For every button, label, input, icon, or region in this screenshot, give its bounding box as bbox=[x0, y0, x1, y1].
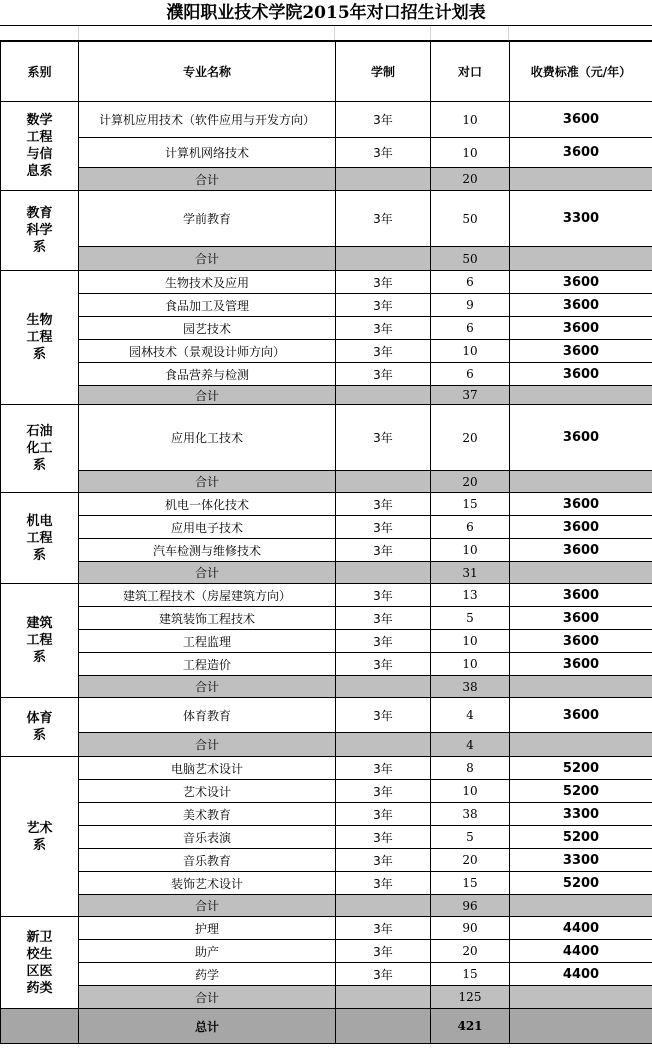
subtotal-quota: 38 bbox=[431, 676, 510, 698]
subtotal-quota: 96 bbox=[431, 895, 510, 917]
table-row bbox=[1, 940, 652, 963]
table-row bbox=[1, 780, 652, 803]
major-fee: 3600 bbox=[510, 317, 652, 340]
subtotal-fee-empty bbox=[510, 386, 652, 405]
major-name: 食品加工及管理 bbox=[79, 294, 336, 317]
major-quota: 10 bbox=[431, 340, 510, 363]
subtotal-fee-empty bbox=[510, 676, 652, 698]
header-row bbox=[1, 42, 652, 102]
major-duration: 3年 bbox=[336, 294, 431, 317]
subtotal-fee-empty bbox=[510, 471, 652, 493]
dept-name: 机电工程系 bbox=[26, 513, 53, 563]
dept-name: 新卫校生区医药类 bbox=[26, 929, 53, 996]
major-fee: 3600 bbox=[510, 698, 652, 733]
table-row bbox=[1, 102, 652, 138]
table-row bbox=[1, 653, 652, 676]
major-duration: 3年 bbox=[336, 849, 431, 872]
grand-total-label: 总计 bbox=[79, 1009, 336, 1044]
table-row bbox=[1, 803, 652, 826]
dept-name: 体育系 bbox=[26, 711, 53, 743]
subtotal-empty bbox=[336, 986, 431, 1009]
subtotal-row bbox=[1, 247, 652, 271]
header-dept: 系别 bbox=[1, 42, 79, 102]
table-row bbox=[1, 757, 652, 780]
major-fee: 3600 bbox=[510, 630, 652, 653]
major-quota: 20 bbox=[431, 940, 510, 963]
major-duration: 3年 bbox=[336, 317, 431, 340]
major-duration: 3年 bbox=[336, 940, 431, 963]
subtotal-label: 合计 bbox=[79, 247, 336, 271]
major-fee: 3600 bbox=[510, 516, 652, 539]
dept-name: 建筑工程系 bbox=[26, 616, 53, 665]
header-major: 专业名称 bbox=[79, 42, 336, 102]
major-fee: 5200 bbox=[510, 826, 652, 849]
major-duration: 3年 bbox=[336, 138, 431, 168]
spacer-row bbox=[0, 26, 652, 41]
major-name: 食品营养与检测 bbox=[79, 363, 336, 386]
header-fee: 收费标准（元/年） bbox=[510, 42, 652, 102]
table-row bbox=[1, 493, 652, 516]
subtotal-quota: 50 bbox=[431, 247, 510, 271]
table-row bbox=[1, 917, 652, 940]
major-name: 计算机网络技术 bbox=[79, 138, 336, 168]
major-duration: 3年 bbox=[336, 698, 431, 733]
major-duration: 3年 bbox=[336, 191, 431, 247]
major-fee: 4400 bbox=[510, 940, 652, 963]
major-duration: 3年 bbox=[336, 271, 431, 294]
major-duration: 3年 bbox=[336, 363, 431, 386]
table-row bbox=[1, 363, 652, 386]
header-duration: 学制 bbox=[336, 42, 431, 102]
subtotal-empty bbox=[336, 895, 431, 917]
dept-name-cell bbox=[1, 405, 79, 493]
table-row bbox=[1, 271, 652, 294]
grand-total-duration-empty bbox=[336, 1009, 431, 1044]
major-duration: 3年 bbox=[336, 516, 431, 539]
major-name: 园林技术（景观设计师方向） bbox=[79, 340, 336, 363]
dept-name-cell bbox=[1, 271, 79, 405]
major-duration: 3年 bbox=[336, 872, 431, 895]
major-name: 电脑艺术设计 bbox=[79, 757, 336, 780]
major-quota: 15 bbox=[431, 963, 510, 986]
subtotal-row bbox=[1, 471, 652, 493]
major-quota: 6 bbox=[431, 516, 510, 539]
major-duration: 3年 bbox=[336, 607, 431, 630]
dept-name: 艺术系 bbox=[26, 820, 53, 853]
major-name: 应用化工技术 bbox=[79, 405, 336, 471]
major-quota: 8 bbox=[431, 757, 510, 780]
table-row bbox=[1, 607, 652, 630]
subtotal-row bbox=[1, 562, 652, 584]
major-fee: 3600 bbox=[510, 539, 652, 562]
major-fee: 5200 bbox=[510, 757, 652, 780]
subtotal-empty bbox=[336, 168, 431, 191]
major-name: 学前教育 bbox=[79, 191, 336, 247]
major-fee: 5200 bbox=[510, 872, 652, 895]
table-row bbox=[1, 584, 652, 607]
major-quota: 10 bbox=[431, 138, 510, 168]
major-name: 应用电子技术 bbox=[79, 516, 336, 539]
subtotal-empty bbox=[336, 676, 431, 698]
table-row bbox=[1, 516, 652, 539]
major-quota: 10 bbox=[431, 102, 510, 138]
subtotal-empty bbox=[336, 562, 431, 584]
major-fee: 3300 bbox=[510, 191, 652, 247]
major-quota: 50 bbox=[431, 191, 510, 247]
table-row bbox=[1, 191, 652, 247]
subtotal-fee-empty bbox=[510, 168, 652, 191]
major-fee: 3600 bbox=[510, 138, 652, 168]
dept-name-cell bbox=[1, 493, 79, 584]
major-name: 生物技术及应用 bbox=[79, 271, 336, 294]
header-quota: 对口 bbox=[431, 42, 510, 102]
major-name: 汽车检测与维修技术 bbox=[79, 539, 336, 562]
grand-total-fee-empty bbox=[510, 1009, 652, 1044]
major-fee: 3600 bbox=[510, 653, 652, 676]
major-fee: 3600 bbox=[510, 607, 652, 630]
major-fee: 3600 bbox=[510, 271, 652, 294]
major-name: 美术教育 bbox=[79, 803, 336, 826]
table-row bbox=[1, 849, 652, 872]
subtotal-empty bbox=[336, 471, 431, 493]
major-duration: 3年 bbox=[336, 493, 431, 516]
major-duration: 3年 bbox=[336, 584, 431, 607]
dept-name-cell bbox=[1, 917, 79, 1009]
major-name: 机电一体化技术 bbox=[79, 493, 336, 516]
subtotal-label: 合计 bbox=[79, 471, 336, 493]
major-name: 艺术设计 bbox=[79, 780, 336, 803]
subtotal-fee-empty bbox=[510, 986, 652, 1009]
major-quota: 10 bbox=[431, 653, 510, 676]
dept-name: 数学工程与信息系 bbox=[26, 113, 53, 179]
major-duration: 3年 bbox=[336, 653, 431, 676]
subtotal-empty bbox=[336, 733, 431, 757]
dept-name: 生物工程系 bbox=[26, 313, 53, 362]
subtotal-row bbox=[1, 386, 652, 405]
major-quota: 4 bbox=[431, 698, 510, 733]
subtotal-label: 合计 bbox=[79, 562, 336, 584]
major-fee: 4400 bbox=[510, 963, 652, 986]
table-row bbox=[1, 294, 652, 317]
subtotal-fee-empty bbox=[510, 733, 652, 757]
major-duration: 3年 bbox=[336, 803, 431, 826]
subtotal-fee-empty bbox=[510, 895, 652, 917]
major-name: 装饰艺术设计 bbox=[79, 872, 336, 895]
plan-table bbox=[0, 41, 652, 1044]
major-duration: 3年 bbox=[336, 780, 431, 803]
major-quota: 15 bbox=[431, 493, 510, 516]
major-quota: 20 bbox=[431, 849, 510, 872]
sheet-title: 濮阳职业技术学院2015年对口招生计划表 bbox=[0, 0, 652, 26]
major-quota: 20 bbox=[431, 405, 510, 471]
major-name: 建筑工程技术（房屋建筑方向） bbox=[79, 584, 336, 607]
major-name: 助产 bbox=[79, 940, 336, 963]
subtotal-quota: 37 bbox=[431, 386, 510, 405]
major-quota: 10 bbox=[431, 539, 510, 562]
major-fee: 4400 bbox=[510, 917, 652, 940]
major-duration: 3年 bbox=[336, 757, 431, 780]
subtotal-quota: 125 bbox=[431, 986, 510, 1009]
dept-name-cell bbox=[1, 102, 79, 191]
major-duration: 3年 bbox=[336, 539, 431, 562]
table-row bbox=[1, 872, 652, 895]
grand-total-quota: 421 bbox=[431, 1009, 510, 1044]
major-duration: 3年 bbox=[336, 340, 431, 363]
major-quota: 6 bbox=[431, 363, 510, 386]
dept-name-cell bbox=[1, 191, 79, 271]
table-row bbox=[1, 698, 652, 733]
major-name: 体育教育 bbox=[79, 698, 336, 733]
major-quota: 10 bbox=[431, 780, 510, 803]
major-duration: 3年 bbox=[336, 405, 431, 471]
subtotal-quota: 4 bbox=[431, 733, 510, 757]
major-fee: 3600 bbox=[510, 102, 652, 138]
subtotal-empty bbox=[336, 247, 431, 271]
major-name: 音乐教育 bbox=[79, 849, 336, 872]
major-quota: 5 bbox=[431, 826, 510, 849]
subtotal-row bbox=[1, 986, 652, 1009]
table-row bbox=[1, 317, 652, 340]
dept-name-cell bbox=[1, 584, 79, 698]
dept-name: 教育科学系 bbox=[26, 206, 53, 255]
dept-name: 石油化工系 bbox=[26, 424, 53, 473]
major-name: 工程造价 bbox=[79, 653, 336, 676]
major-quota: 90 bbox=[431, 917, 510, 940]
table-row bbox=[1, 405, 652, 471]
major-fee: 5200 bbox=[510, 780, 652, 803]
major-fee: 3600 bbox=[510, 363, 652, 386]
subtotal-quota: 31 bbox=[431, 562, 510, 584]
dept-name-cell bbox=[1, 757, 79, 917]
major-name: 工程监理 bbox=[79, 630, 336, 653]
subtotal-fee-empty bbox=[510, 247, 652, 271]
major-name: 药学 bbox=[79, 963, 336, 986]
subtotal-label: 合计 bbox=[79, 895, 336, 917]
table-row bbox=[1, 539, 652, 562]
subtotal-label: 合计 bbox=[79, 168, 336, 191]
major-duration: 3年 bbox=[336, 826, 431, 849]
subtotal-row bbox=[1, 895, 652, 917]
major-duration: 3年 bbox=[336, 963, 431, 986]
table-row bbox=[1, 340, 652, 363]
major-quota: 9 bbox=[431, 294, 510, 317]
major-quota: 5 bbox=[431, 607, 510, 630]
subtotal-label: 合计 bbox=[79, 986, 336, 1009]
major-fee: 3300 bbox=[510, 803, 652, 826]
major-quota: 6 bbox=[431, 271, 510, 294]
major-name: 园艺技术 bbox=[79, 317, 336, 340]
major-duration: 3年 bbox=[336, 917, 431, 940]
subtotal-empty bbox=[336, 386, 431, 405]
table-row bbox=[1, 138, 652, 168]
subtotal-label: 合计 bbox=[79, 733, 336, 757]
major-fee: 3300 bbox=[510, 849, 652, 872]
table-row bbox=[1, 826, 652, 849]
subtotal-row bbox=[1, 676, 652, 698]
major-quota: 6 bbox=[431, 317, 510, 340]
major-fee: 3600 bbox=[510, 405, 652, 471]
subtotal-row bbox=[1, 733, 652, 757]
subtotal-quota: 20 bbox=[431, 168, 510, 191]
major-duration: 3年 bbox=[336, 102, 431, 138]
table-row bbox=[1, 963, 652, 986]
major-name: 音乐表演 bbox=[79, 826, 336, 849]
subtotal-label: 合计 bbox=[79, 676, 336, 698]
table-row bbox=[1, 630, 652, 653]
major-name: 建筑装饰工程技术 bbox=[79, 607, 336, 630]
subtotal-fee-empty bbox=[510, 562, 652, 584]
major-name: 护理 bbox=[79, 917, 336, 940]
grand-total-empty bbox=[1, 1009, 79, 1044]
grand-total-row bbox=[1, 1009, 652, 1044]
major-quota: 13 bbox=[431, 584, 510, 607]
major-fee: 3600 bbox=[510, 493, 652, 516]
subtotal-row bbox=[1, 168, 652, 191]
subtotal-quota: 20 bbox=[431, 471, 510, 493]
major-fee: 3600 bbox=[510, 340, 652, 363]
major-fee: 3600 bbox=[510, 584, 652, 607]
major-quota: 38 bbox=[431, 803, 510, 826]
dept-name-cell bbox=[1, 698, 79, 757]
major-duration: 3年 bbox=[336, 630, 431, 653]
major-fee: 3600 bbox=[510, 294, 652, 317]
major-name: 计算机应用技术（软件应用与开发方向） bbox=[79, 102, 336, 138]
major-quota: 15 bbox=[431, 872, 510, 895]
major-quota: 10 bbox=[431, 630, 510, 653]
subtotal-label: 合计 bbox=[79, 386, 336, 405]
